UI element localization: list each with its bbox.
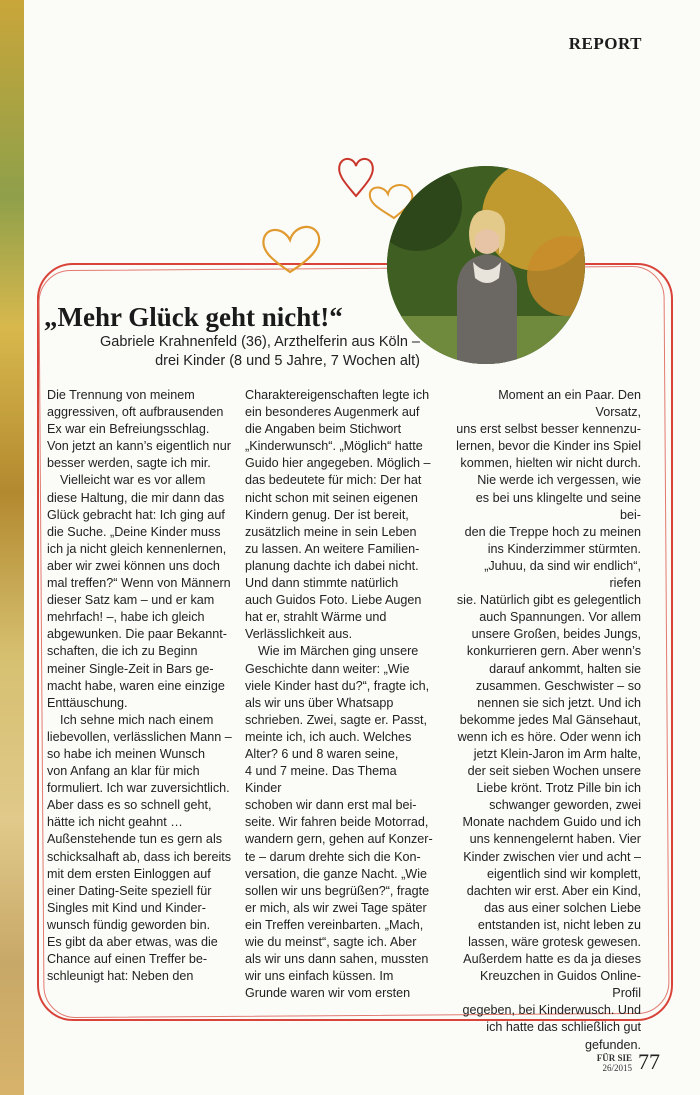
headline: „Mehr Glück geht nicht!“: [44, 302, 343, 332]
page-footer: [597, 1051, 660, 1073]
page-number: 77: [638, 1049, 660, 1074]
red-heart-icon: [339, 159, 373, 196]
magazine-imprint: [597, 1053, 632, 1073]
paragraph: Die Trennung von meinem aggressiven, oft aufbrausenden Ex war ein Befreiungsschlag. Von jetzt an kann’s eigentlich nur besser werden, sagte ich mir.: [47, 388, 231, 471]
paragraph: Moment an ein Paar. Den Vorsatz, uns erst selbst besser kennenzu- lernen, bevor die Kinder ins Spiel kommen, hielten wir nicht durch.: [456, 388, 641, 471]
text-column-2: [245, 387, 433, 1002]
paragraph: Vielleicht war es vor allem diese Haltung, die mir dann das Glück gebracht hat: Ich ging auf die Suche. „Deine Kinder muss ich ja nicht gleich kennenlernen, aber wir zwei können uns doch mal treffen?“ Wenn von Männern dieser Satz kam – und er kam mehrfach! –, habe ich gleich abgewunken. Die paar Bekannt- schaften, die ich zu Beginn meiner Single-Zeit in Bars ge- macht habe, waren eine einzige Enttäuschung.: [47, 473, 231, 710]
large-orange-heart-icon: [263, 227, 319, 272]
section-label: REPORT: [568, 34, 642, 53]
subheadline: Gabriele Krahnenfeld (36), Arzthelferin aus Köln – drei Kinder (8 und 5 Jahre, 7 Wochen alt): [100, 334, 420, 369]
paragraph: Ich sehne mich nach einem liebevollen, verlässlichen Mann – so habe ich meinen Wunsch von Anfang an klar für mich formuliert. Ich war zuversichtlich. Aber dass es so schnell geht, hätte ich nicht geahnt … Außenstehende tun es gern als schicksalhaft ab, dass ich bereits mit dem ersten Einloggen auf einer Dating-Seite speziell für Singles mit Kind und Kinder- wunsch fündig geworden bin. Es gibt da aber etwas, was die Chance auf einen Treffer be- schleunigt hat: Neben den: [47, 712, 232, 984]
text-column-3: [453, 387, 641, 1054]
decorative-hearts: [0, 0, 700, 300]
paragraph: Nie werde ich vergessen, wie es bei uns klingelte und seine bei- den die Treppe hoch zu meinen ins Kinderzimmer stürmten. „Juhuu, da sind wir endlich“, riefen sie. Natürlich gibt es gelegentlich auch Spannungen. Vor allem unsere Großen, beides Jungs, konkurrieren gern. Aber wenn’s darauf ankommt, halten sie zusammen. Geschwister – so nennen sie sich jetzt. Und ich bekomme jedes Mal Gänsehaut, wenn ich es höre. Oder wenn ich jetzt Klein-Jaron im Arm halte, der seit sieben Wochen unsere Liebe krönt. Trotz Pille bin ich schwanger geworden, zwei Monate nachdem Guido und ich uns kennengelernt haben. Vier Kinder zwischen vier und acht – eigentlich sind wir komplett, dachten wir erst. Aber ein Kind, das aus einer solchen Liebe entstanden ist, nicht leben zu lassen, wäre grotesk gewesen. Außerdem hatte es da ja dieses Kreuzchen in Guidos Online-Profil gegeben, bei Kinderwusch. Und ich hatte das schließlich gut gefunden.: [456, 473, 641, 1052]
text-column-1: [47, 387, 235, 985]
paragraph: Charaktereigenschaften legte ich ein besonderes Augenmerk auf die Angaben beim Stichwort „Kinderwunsch“. „Möglich“ hatte Guido hier angegeben. Möglich – das bedeutete für mich: Der hat nicht schon mit seinen eigenen Kindern genug. Der ist bereit, zusätzlich meine in sein Leben zu lassen. An weitere Familien- planung dachte ich dabei nicht. Und dann stimmte natürlich auch Guidos Foto. Liebe Augen hat er, strahlt Wärme und Verlässlichkeit aus.: [245, 388, 431, 642]
issue-number: 26/2015: [602, 1063, 632, 1073]
magazine-name: FÜR SIE: [596, 1053, 632, 1063]
paragraph: Wie im Märchen ging unsere Geschichte dann weiter: „Wie viele Kinder hast du?“, fragte ich, als wir uns über Whatsapp schrieben. Zwei, sagte er. Passt, meinte ich, ich auch. Welches Alter? 6 und 8 waren seine, 4 und 7 meine. Das Thema Kinder schoben wir dann erst mal bei- seite. Wir fahren beide Motorrad, wandern gern, gehen auf Konzer- te – darum drehte sich die Kon- versation, die ganze Nacht. „Wie sollen wir uns begrüßen?“, fragte er mich, als wir zwei Tage später ein Treffen vereinbarten. „Mach, wie du meinst“, sagte ich. Aber als wir uns dann sahen, mussten wir uns einfach küssen. Im Grunde waren wir vom ersten: [245, 644, 433, 1001]
